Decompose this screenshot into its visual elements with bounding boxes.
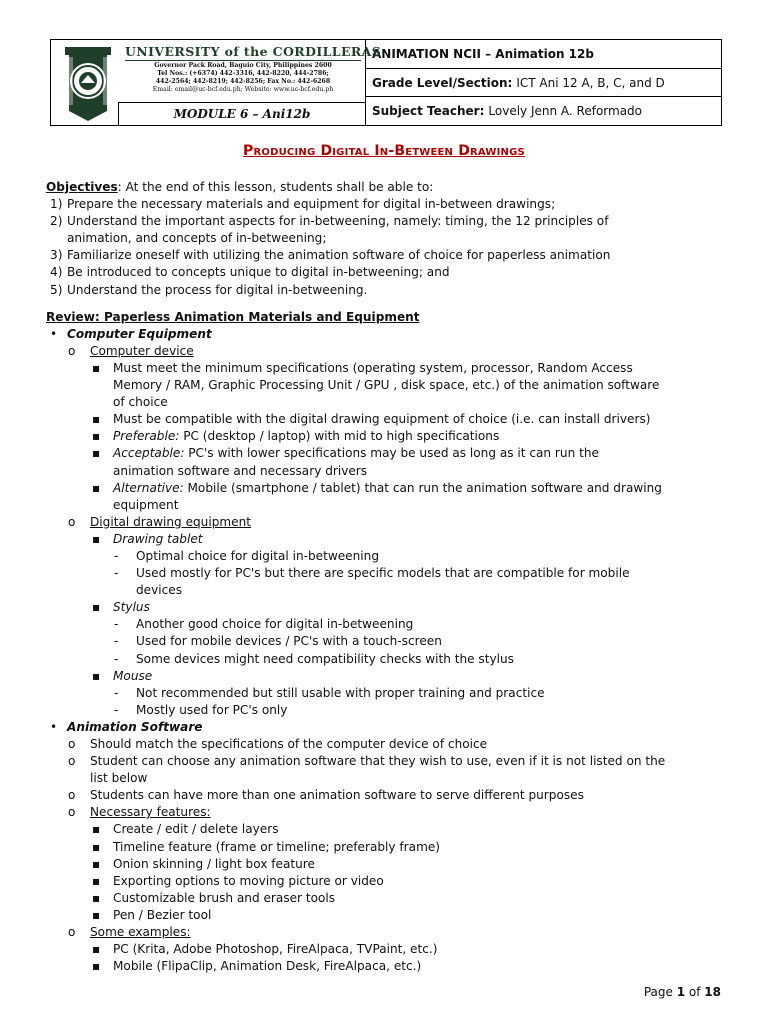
item-text: Computer device — [90, 343, 194, 358]
list-item — [46, 582, 726, 599]
list-marker: 4) — [50, 265, 63, 280]
of-word: of — [688, 985, 701, 999]
section-animation-software — [46, 719, 726, 736]
list-marker: ▪ — [92, 890, 101, 905]
item-text: Computer Equipment — [67, 326, 212, 341]
objectives-intro — [46, 179, 726, 196]
list-item — [46, 480, 726, 497]
list-marker: ▪ — [92, 360, 101, 375]
item-text: Mostly used for PC's only — [136, 702, 288, 717]
item-text: Another good choice for digital in-betweening — [136, 617, 414, 632]
item-text: Some devices might need compatibility checks with the stylus — [136, 651, 514, 666]
item-text: Optimal choice for digital in-betweening — [136, 548, 379, 563]
objectives-list — [46, 196, 726, 299]
list-marker: - — [114, 566, 119, 581]
grade-level-row — [366, 69, 721, 98]
list-item — [46, 736, 726, 753]
address-line: 442-2564; 442-8219; 442-8256; Fax No.: 442-6268 — [155, 78, 331, 86]
item-drawing-tablet — [46, 531, 726, 548]
objective-item — [46, 196, 726, 213]
item-label: Preferable: — [113, 429, 180, 444]
list-marker: - — [114, 651, 119, 666]
university-seal-icon — [59, 43, 117, 123]
list-item — [46, 411, 726, 428]
item-text: Timeline feature (frame or timeline; preferably frame) — [113, 839, 441, 854]
subsection-computer-device — [46, 343, 726, 360]
item-text: Student can choose any animation software that they wish to use, even if it is not listed on the — [90, 754, 666, 769]
item-text: PC (desktop / laptop) with mid to high specifications — [179, 429, 500, 444]
item-label: Acceptable: — [113, 446, 185, 461]
course-name: ANIMATION NCII – Animation 12b — [372, 46, 594, 61]
list-marker: o — [68, 514, 76, 529]
page-word: Page — [643, 985, 673, 999]
total-pages: 18 — [704, 985, 721, 999]
university-address — [125, 62, 361, 94]
item-text: Some examples: — [90, 925, 191, 940]
item-text: of choice — [113, 395, 168, 410]
list-marker: ▪ — [92, 959, 101, 974]
list-item — [46, 753, 726, 770]
item-text: PC's with lower specifications may be used as long as it can run the — [184, 446, 599, 461]
list-marker: 2) — [50, 214, 63, 229]
item-text: Drawing tablet — [113, 531, 203, 546]
item-text: Onion skinning / light box feature — [113, 856, 315, 871]
objective-item — [46, 230, 726, 247]
list-item — [46, 633, 726, 650]
objective-item — [46, 247, 726, 264]
subsection-drawing-equipment — [46, 514, 726, 531]
list-item — [46, 787, 726, 804]
list-marker: - — [114, 617, 119, 632]
item-text: Must be compatible with the digital drawing equipment of choice (i.e. can install drivers) — [113, 412, 651, 427]
university-info — [125, 44, 382, 94]
list-marker: - — [114, 634, 119, 649]
university-block — [51, 40, 382, 125]
subsection-necessary-features — [46, 804, 726, 821]
item-text: list below — [90, 771, 148, 786]
item-text: Animation Software — [67, 719, 203, 734]
document-header — [50, 39, 722, 126]
example-item — [46, 941, 726, 958]
objectives-intro-text: : At the end of this lesson, students shall be able to: — [117, 180, 434, 194]
teacher-value: Lovely Jenn A. Reformado — [488, 104, 643, 119]
review-heading: Review: Paperless Animation Materials and Equipment — [46, 309, 420, 324]
list-item — [46, 685, 726, 702]
list-item — [46, 428, 726, 445]
item-text: Used mostly for PC's but there are specific models that are compatible for mobile — [136, 566, 630, 581]
item-text: Should match the specifications of the computer device of choice — [90, 737, 488, 751]
item-text: Familiarize oneself with utilizing the animation software of choice for paperless animation — [67, 248, 611, 263]
list-item — [46, 565, 726, 582]
list-item — [46, 360, 726, 377]
feature-item — [46, 890, 726, 907]
item-text: animation software and necessary drivers — [113, 463, 368, 478]
item-mouse — [46, 668, 726, 685]
list-marker: ▪ — [92, 412, 101, 427]
list-marker: ▪ — [92, 429, 101, 444]
list-marker: ▪ — [92, 856, 101, 871]
item-text: Stylus — [113, 600, 150, 615]
list-marker: - — [114, 702, 119, 717]
item-text: Mouse — [113, 668, 153, 683]
list-marker: ▪ — [92, 531, 101, 546]
item-text: Mobile (FlipaClip, Animation Desk, FireAlpaca, etc.) — [113, 959, 422, 974]
address-line: Email: email@uc-bcf.edu.ph; Website: www.uc-bcf.edu.ph — [152, 86, 334, 94]
list-marker: o — [68, 754, 76, 769]
teacher-row — [366, 97, 721, 125]
list-marker: ▪ — [92, 446, 101, 461]
subsection-some-examples — [46, 924, 726, 941]
grade-value: ICT Ani 12 A, B, C, and D — [516, 75, 665, 90]
current-page: 1 — [676, 985, 686, 999]
list-marker: 3) — [50, 248, 63, 263]
item-text: animation, and concepts of in-betweening; — [67, 231, 327, 246]
item-text: Pen / Bezier tool — [113, 907, 212, 922]
list-marker: • — [50, 326, 58, 341]
feature-item — [46, 873, 726, 890]
list-marker: ▪ — [92, 839, 101, 854]
list-item — [46, 616, 726, 633]
item-text: Students can have more than one animation software to serve different purposes — [90, 788, 584, 803]
list-marker: • — [50, 719, 58, 734]
list-item — [46, 497, 726, 514]
list-marker: - — [114, 685, 119, 700]
item-text: Must meet the minimum specifications (operating system, processor, Random Access — [113, 360, 633, 375]
item-text: devices — [136, 583, 183, 598]
list-marker: ▪ — [92, 822, 101, 837]
item-text: Understand the process for digital in-betweening. — [67, 282, 368, 297]
objective-item — [46, 213, 726, 230]
item-text: Mobile (smartphone / tablet) that can run the animation software and drawing — [183, 480, 662, 495]
item-stylus — [46, 599, 726, 616]
item-text: equipment — [113, 497, 179, 512]
list-marker: 1) — [50, 197, 63, 212]
item-text: Used for mobile devices / PC's with a touch-screen — [136, 634, 442, 649]
feature-item — [46, 856, 726, 873]
feature-item — [46, 839, 726, 856]
list-marker: - — [114, 548, 119, 563]
list-marker: 5) — [50, 282, 63, 297]
item-text: Memory / RAM, Graphic Processing Unit / GPU , disk space, etc.) of the animation software — [113, 378, 660, 393]
item-text: Exporting options to moving picture or video — [113, 873, 384, 888]
item-text: Necessary features: — [90, 805, 211, 820]
list-item — [46, 651, 726, 668]
list-marker: ▪ — [92, 480, 101, 495]
item-text: Not recommended but still usable with proper training and practice — [136, 685, 545, 700]
document-body — [46, 179, 726, 975]
item-text: Understand the important aspects for in-betweening, namely: timing, the 12 principles of — [67, 214, 609, 229]
list-item — [46, 548, 726, 565]
page-footer — [644, 985, 721, 999]
university-name: UNIVERSITY of the CORDILLERAS — [125, 44, 382, 59]
module-label: MODULE 6 – Ani12b — [118, 102, 365, 125]
objective-item — [46, 264, 726, 281]
list-marker: o — [68, 925, 76, 940]
address-line: Tel Nos.: (+6374) 442-3316, 442-8220, 444-2786; — [157, 70, 329, 78]
list-item — [46, 702, 726, 719]
item-text: Digital drawing equipment — [90, 514, 252, 529]
item-text: Prepare the necessary materials and equipment for digital in-between drawings; — [67, 197, 556, 212]
item-text: Be introduced to concepts unique to digital in-betweening; and — [67, 265, 450, 280]
section-computer-equipment — [46, 326, 726, 343]
list-marker: ▪ — [92, 907, 101, 922]
list-marker: ▪ — [92, 942, 101, 957]
list-marker: ▪ — [92, 873, 101, 888]
list-item — [46, 377, 726, 394]
item-text: PC (Krita, Adobe Photoshop, FireAlpaca, TVPaint, etc.) — [113, 942, 438, 957]
item-text: Customizable brush and eraser tools — [113, 890, 336, 905]
list-marker: o — [68, 788, 76, 803]
course-info — [366, 40, 721, 125]
list-marker: ▪ — [92, 668, 101, 683]
address-line: Governor Pack Road, Baguio City, Philippines 2600 — [154, 62, 332, 69]
item-text: Create / edit / delete layers — [113, 822, 279, 837]
list-item — [46, 445, 726, 462]
list-marker: o — [68, 737, 76, 751]
list-item — [46, 394, 726, 411]
example-item — [46, 958, 726, 975]
objectives-label: Objectives — [46, 180, 118, 194]
feature-item — [46, 907, 726, 924]
objective-item — [46, 282, 726, 299]
teacher-label: Subject Teacher: — [372, 104, 485, 119]
review-list — [46, 326, 726, 976]
list-marker: o — [68, 805, 76, 820]
list-marker: o — [68, 343, 76, 358]
page-title: Producing Digital In-Between Drawings — [243, 143, 525, 159]
course-title — [366, 40, 721, 69]
grade-label: Grade Level/Section: — [372, 75, 513, 90]
feature-item — [46, 821, 726, 838]
list-marker: ▪ — [92, 600, 101, 615]
list-item — [46, 463, 726, 480]
list-item — [46, 770, 726, 787]
item-label: Alternative: — [113, 480, 184, 495]
